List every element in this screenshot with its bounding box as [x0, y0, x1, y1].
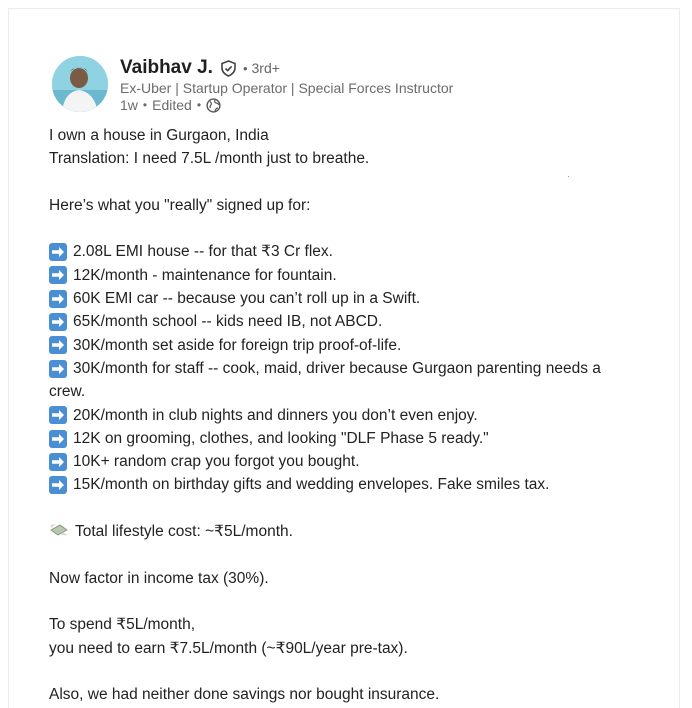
list-item-text: 10K+ random crap you forgot you bought. — [73, 453, 360, 471]
post-line: Here’s what you "really" signed up for: — [49, 196, 311, 214]
list-item — [49, 450, 669, 473]
list-item — [49, 427, 669, 450]
post-meta — [120, 97, 221, 113]
list-item-continuation: crew. — [49, 383, 86, 401]
right-arrow-icon — [49, 313, 67, 331]
post-time: 1w — [120, 97, 138, 113]
globe-icon — [206, 98, 221, 113]
right-arrow-icon — [49, 476, 67, 494]
list-item — [49, 473, 669, 496]
right-arrow-icon — [49, 266, 67, 284]
edited-label: Edited — [152, 97, 192, 113]
separator-dot: • — [196, 98, 202, 112]
list-item — [49, 240, 669, 263]
author-headline: Ex-Uber | Startup Operator | Special Forces Instructor — [120, 80, 454, 96]
list-item — [49, 310, 669, 333]
right-arrow-icon — [49, 430, 67, 448]
post-line: I own a house in Gurgaon, India — [49, 127, 269, 144]
name-row — [120, 56, 280, 80]
post-body — [49, 124, 669, 706]
post-header — [52, 54, 652, 114]
list-item — [49, 404, 669, 427]
list-item-text: 12K/month - maintenance for fountain. — [73, 266, 337, 284]
post-line: Also, we had neither done savings nor bought insurance. — [49, 686, 440, 704]
list-item-text: 20K/month in club nights and dinners you don’t even enjoy. — [73, 406, 478, 424]
post-line: Translation: I need 7.5L /month just to breathe. — [49, 150, 370, 168]
avatar[interactable] — [52, 56, 108, 112]
list-item-text: 30K/month for staff -- cook, maid, driver because Gurgaon parenting needs a — [73, 359, 601, 377]
right-arrow-icon — [49, 336, 67, 354]
author-name[interactable]: Vaibhav J. — [120, 57, 213, 78]
right-arrow-icon — [49, 243, 67, 261]
right-arrow-icon — [49, 453, 67, 471]
money-with-wings-icon — [49, 521, 69, 539]
list-item — [49, 287, 669, 310]
connection-degree: 3rd+ — [251, 60, 280, 76]
list-item-text: 30K/month set aside for foreign trip proof-of-life. — [73, 336, 402, 354]
separator-dot: • — [242, 60, 248, 76]
post-line: you need to earn ₹7.5L/month (~₹90L/year pre-tax). — [49, 639, 408, 657]
list-item-text: 65K/month school -- kids need IB, not ABCD. — [73, 313, 383, 331]
separator-dot: • — [142, 98, 148, 112]
list-item — [49, 357, 669, 380]
total-text: Total lifestyle cost: ~₹5L/month. — [75, 523, 293, 541]
list-item-text: 12K on grooming, clothes, and looking "DLF Phase 5 ready." — [73, 429, 489, 447]
list-item-text: 2.08L EMI house -- for that ₹3 Cr flex. — [73, 243, 333, 261]
list-item-text: 15K/month on birthday gifts and wedding envelopes. Fake smiles tax. — [73, 476, 550, 494]
right-arrow-icon — [49, 406, 67, 424]
right-arrow-icon — [49, 360, 67, 378]
total-line — [49, 520, 669, 543]
list-item — [49, 334, 669, 357]
post-line: Now factor in income tax (30%). — [49, 569, 269, 587]
list-item — [49, 264, 669, 287]
post-line: To spend ₹5L/month, — [49, 616, 196, 634]
verified-shield-icon — [220, 60, 237, 77]
right-arrow-icon — [49, 290, 67, 308]
list-item-text: 60K EMI car -- because you can’t roll up in a Swift. — [73, 290, 421, 308]
